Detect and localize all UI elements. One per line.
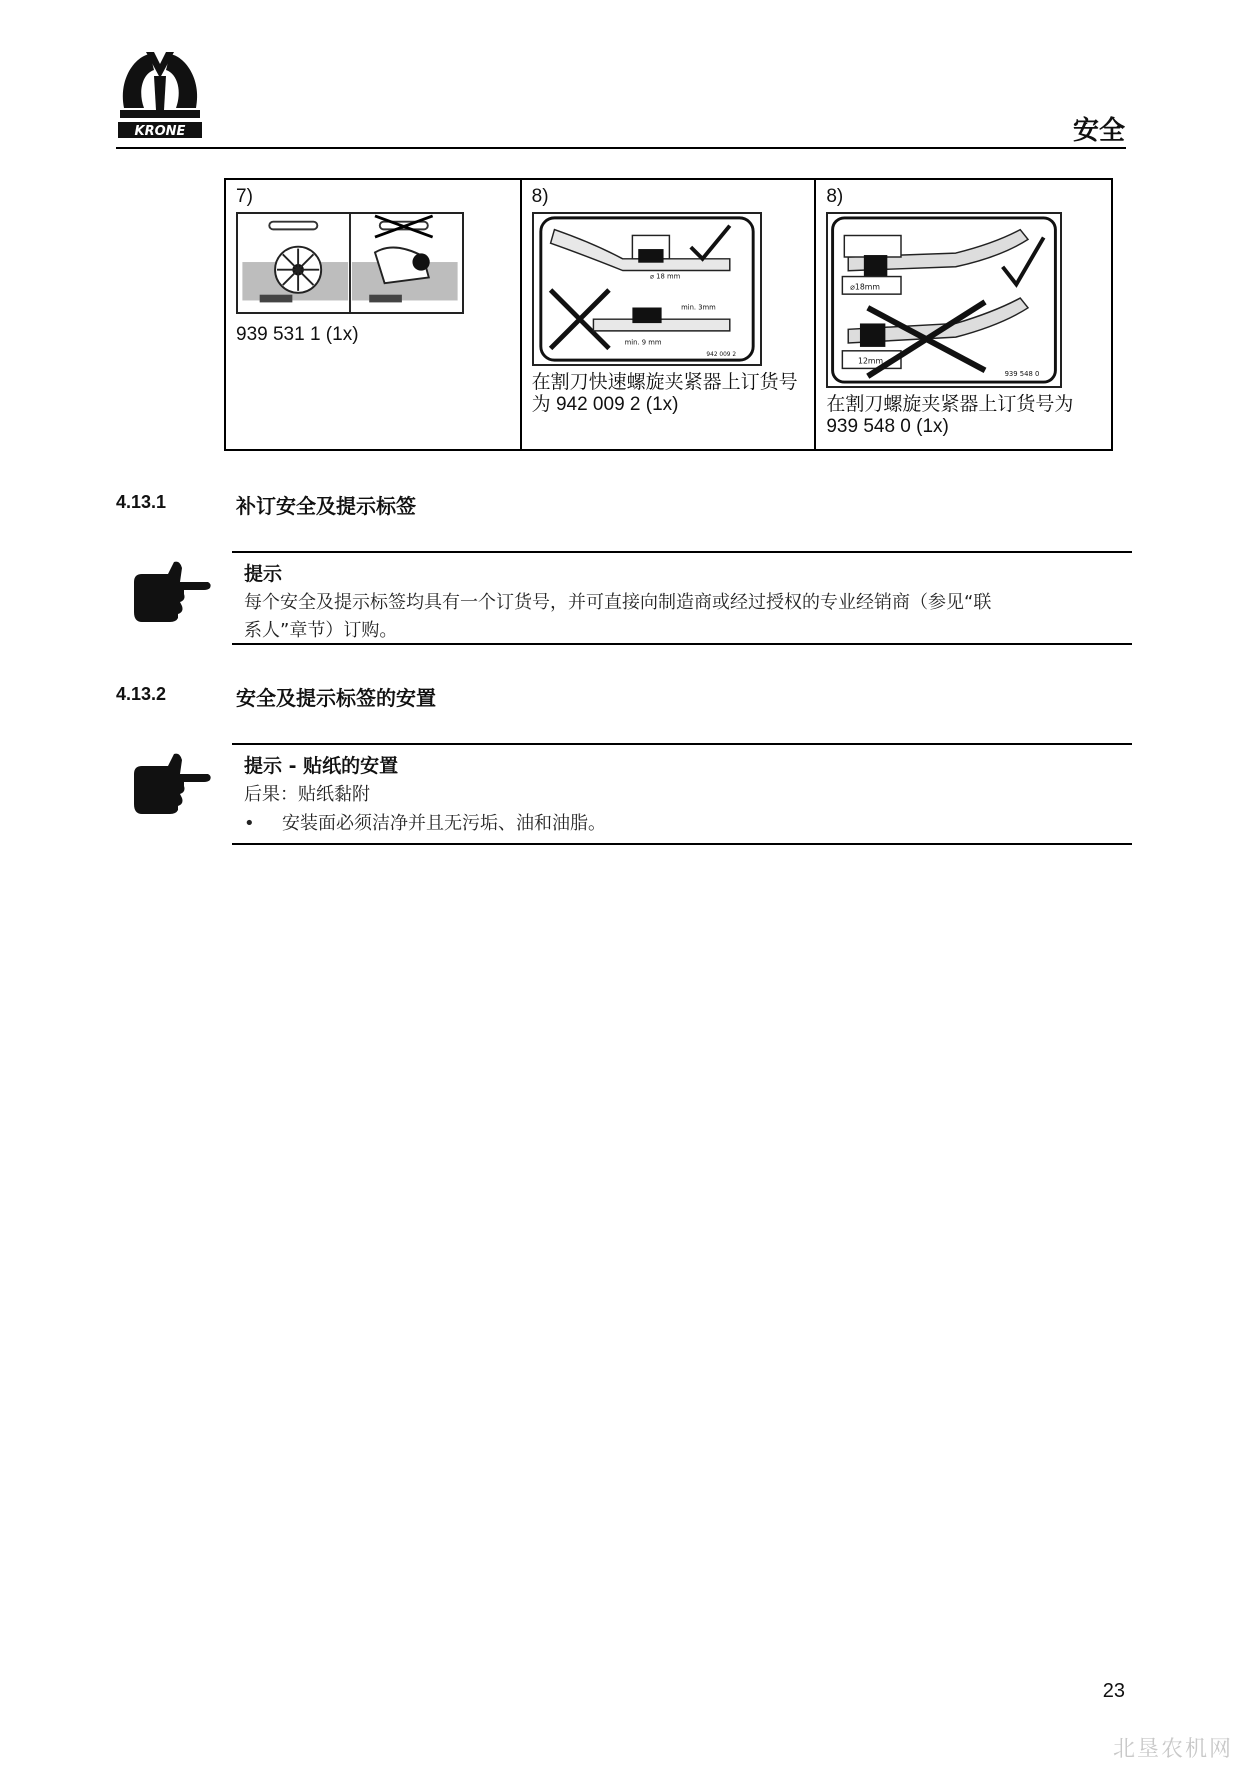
krone-logo — [116, 48, 204, 140]
label-caption: 在割刀快速螺旋夹紧器上订货号为 942 009 2 (1x) — [531, 372, 798, 415]
note-box-placement — [232, 743, 1132, 845]
label-number: 7) — [236, 186, 253, 207]
sticker-dim2: 12mm — [858, 356, 884, 366]
bullet-text: 安装面必须洁净并且无污垢、油和油脂。 — [282, 813, 606, 834]
knife-screw-sticker-icon — [826, 212, 1062, 388]
watermark: 北垦农机网 — [1112, 1737, 1233, 1762]
knife-clamp-sticker-icon — [532, 212, 762, 366]
pointing-hand-icon — [132, 560, 212, 622]
label-cell-8a — [522, 180, 817, 449]
label-cell-8b — [816, 180, 1111, 449]
safety-labels-table — [224, 178, 1113, 451]
pointing-hand-icon — [132, 752, 212, 814]
label-caption: 在割刀螺旋夹紧器上订货号为 939 548 0 (1x) — [826, 394, 1074, 437]
note-title: 提示 - 贴纸的安置 — [244, 755, 399, 777]
rotor-hazard-sticker-icon — [236, 212, 464, 314]
label-caption: 939 531 1 (1x) — [236, 324, 359, 345]
section-number: 4.13.2 — [116, 684, 167, 704]
sticker-dim1: ⌀18mm — [850, 282, 881, 292]
sticker-dim3: min. 9 mm — [624, 338, 662, 347]
note-text-line1: 每个安全及提示标签均具有一个订货号，并可直接向制造商或经过授权的专业经销商（参见“联 — [244, 592, 992, 613]
section-title: 安全及提示标签的安置 — [236, 686, 436, 710]
sticker-dim2: min. 3mm — [680, 303, 716, 312]
page-number: 23 — [1102, 1680, 1125, 1702]
note-box-reorder — [232, 551, 1132, 645]
note-title: 提示 — [244, 563, 283, 585]
sticker-code: 942 009 2 — [706, 352, 736, 359]
list-item — [240, 810, 1132, 838]
sticker-code: 939 548 0 — [1004, 370, 1040, 379]
label-number: 8) — [531, 186, 549, 207]
bullet-symbol: • — [244, 813, 255, 834]
header-divider — [116, 147, 1126, 149]
note-text-line2: 系人”章节）订购。 — [244, 620, 398, 641]
section-title: 补订安全及提示标签 — [236, 494, 416, 518]
label-cell-7 — [226, 180, 522, 449]
note-consequence: 后果：贴纸黏附 — [244, 784, 370, 805]
section-number: 4.13.1 — [116, 492, 167, 512]
sticker-dim1: ⌀ 18 mm — [649, 272, 680, 281]
page-header-title: 安全 — [1072, 116, 1125, 146]
logo-text: KRONE — [134, 124, 186, 139]
label-number: 8) — [826, 186, 844, 207]
